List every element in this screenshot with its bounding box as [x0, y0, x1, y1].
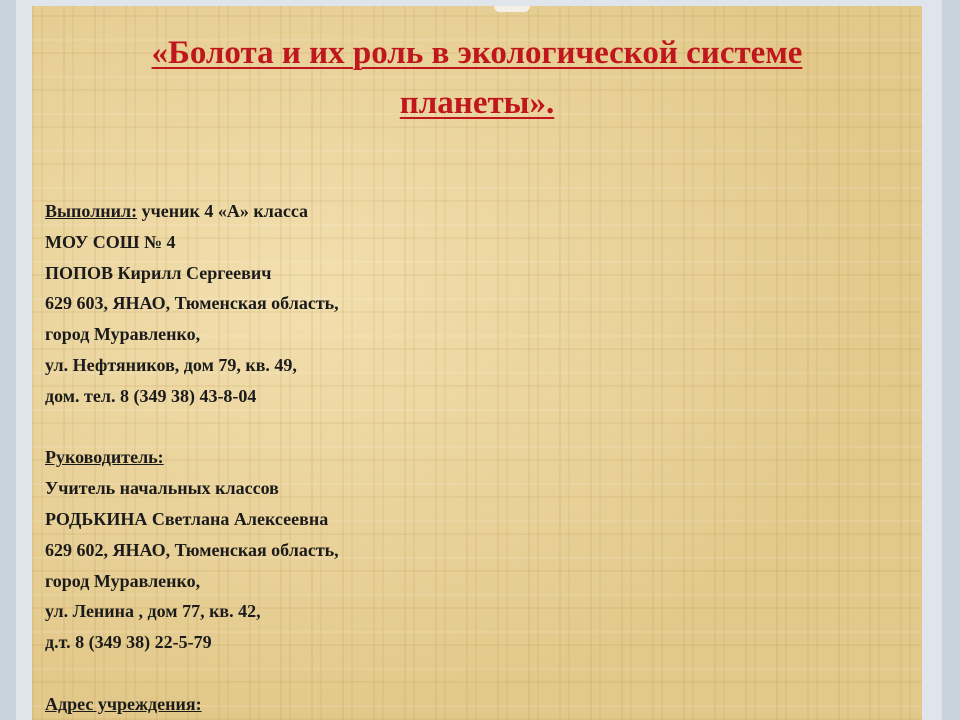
supervisor-line: Учитель начальных классов — [45, 478, 279, 499]
title-line-1: «Болота и их роль в экологической системе — [151, 35, 803, 71]
supervisor-line: город Муравленко, — [45, 570, 201, 591]
student-line: город Муравленко, — [45, 324, 201, 345]
supervisor-line: ул. Ленина , дом 77, кв. 42, — [45, 601, 261, 622]
author-info — [45, 196, 745, 720]
institution-heading: Адрес учреждения: — [45, 693, 202, 714]
slide — [32, 6, 922, 720]
student-line: дом. тел. 8 (349 38) 43-8-04 — [45, 385, 257, 406]
title-line-2: планеты». — [399, 85, 555, 121]
student-first-row — [45, 196, 745, 227]
student-line: ученик 4 «А» класса — [141, 201, 309, 221]
student-line: 629 603, ЯНАО, Тюменская область, — [45, 293, 339, 314]
slide-top-notch — [494, 6, 530, 12]
spacer — [45, 412, 745, 443]
supervisor-line: 629 602, ЯНАО, Тюменская область, — [45, 539, 339, 560]
supervisor-line: д.т. 8 (349 38) 22-5-79 — [45, 632, 212, 653]
student-heading: Выполнил: — [45, 201, 138, 221]
supervisor-heading: Руководитель: — [45, 447, 164, 468]
slide-title — [32, 28, 922, 128]
student-line: ПОПОВ Кирилл Сергеевич — [45, 262, 272, 283]
student-line: ул. Нефтяников, дом 79, кв. 49, — [45, 354, 297, 375]
student-line: МОУ СОШ № 4 — [45, 231, 176, 252]
spacer — [45, 658, 745, 689]
supervisor-line: РОДЬКИНА Светлана Алексеевна — [45, 508, 329, 529]
